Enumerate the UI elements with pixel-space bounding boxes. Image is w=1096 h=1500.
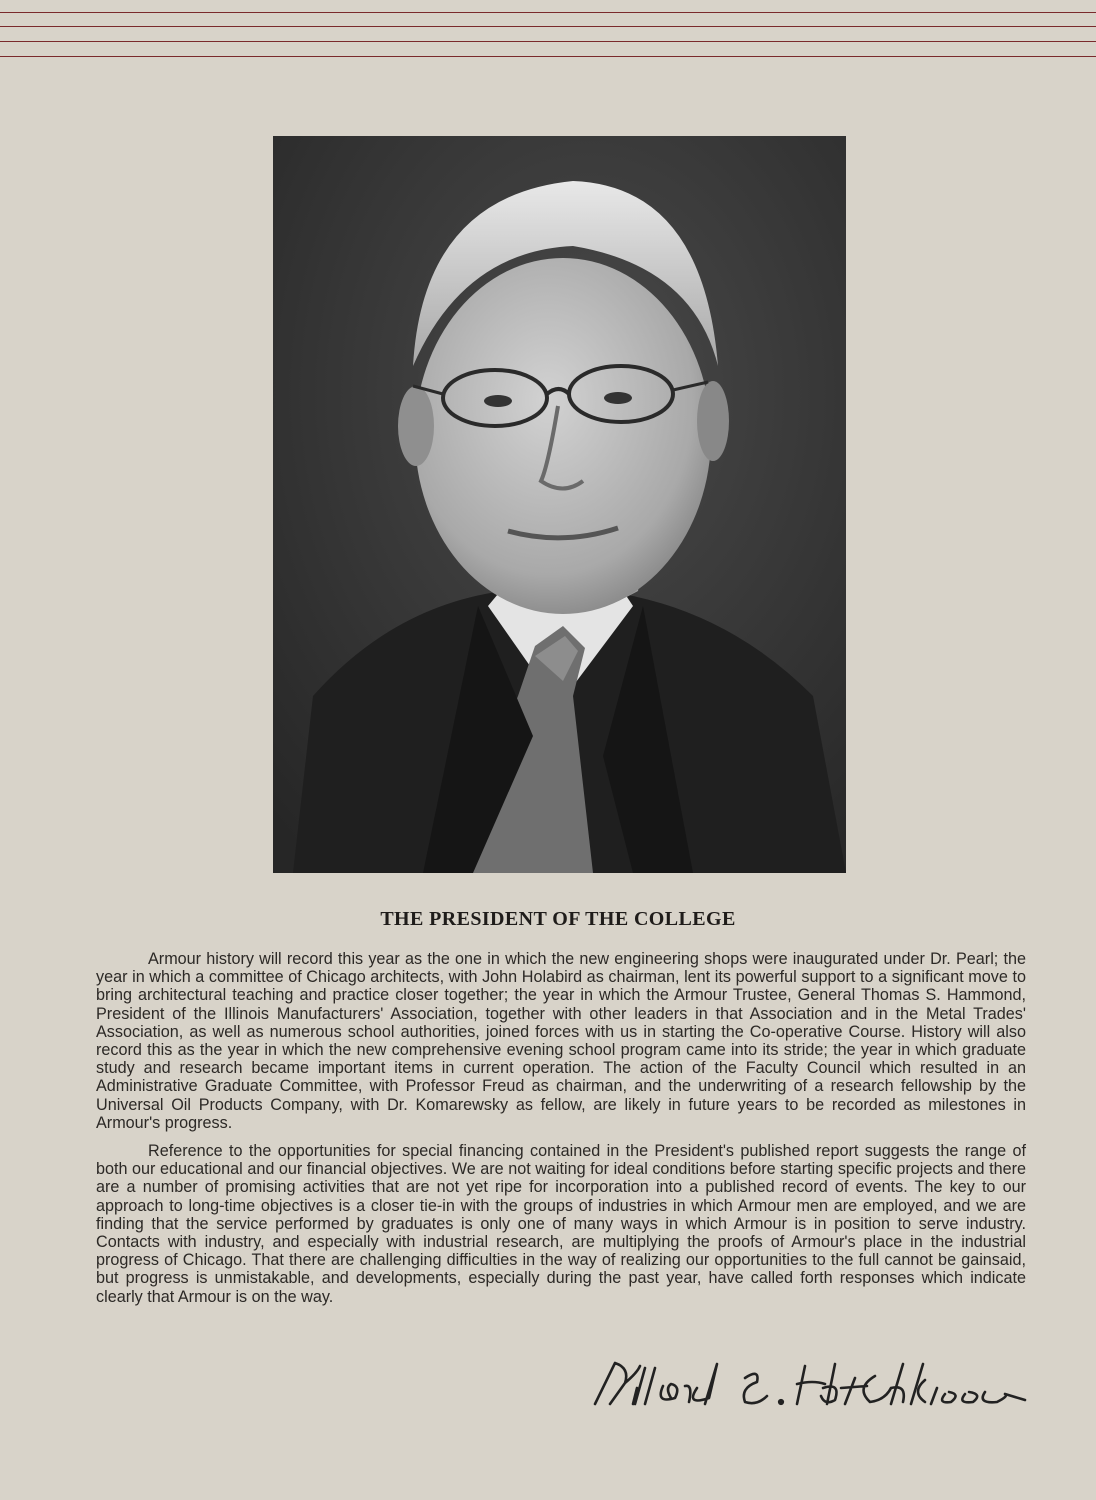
header-rule-2 xyxy=(0,26,1096,27)
body-text xyxy=(96,950,1026,1316)
header-rule-4 xyxy=(0,56,1096,57)
page-title: THE PRESIDENT OF THE COLLEGE xyxy=(380,908,736,930)
header-rule-3 xyxy=(0,41,1096,42)
president-portrait xyxy=(273,136,846,873)
paragraph-2: Reference to the opportunities for special financing contained in the President's published report suggests the range of both our educational and our financial objectives. We are not waiting for ideal conditions before starting specific projects and there are a number of promising activities that are not yet ripe for incorporation into a published record of events. The key to our approach to long-time objectives is a closer tie-in with the groups of industries in which Armour men are employed, and we are finding that the service performed by graduates is only one of many ways in which Armour is in position to serve industry. Contacts with industry, and especially with industrial research, are multiplying the proofs of Armour's place in the industrial progress of Chicago. That there are challenging difficulties in the way of realizing our opportunities to the full cannot be gainsaid, but progress is unmistakable, and developments, especially during the past year, have called forth responses which indicate clearly that Armour is on the way. xyxy=(96,1142,1026,1306)
paragraph-1: Armour history will record this year as the one in which the new engineering shops were inaugurated under Dr. Pearl; the year in which a committee of Chicago architects, with John Holabird as chairman, lent its powerful support to a significant move to bring architectural teaching and practice closer together; the year in which the Armour Trustee, General Thomas S. Hammond, President of the Illinois Manufacturers' Association, together with other leaders in that Association and in the Metal Trades' Association, as well as numerous school authorities, joined forces with us in starting the Co-operative Course. History will also record this as the year in which the new comprehensive evening school program came into its stride; the year in which graduate study and research became important items in current operation. The action of the Faculty Council which resulted in an Administrative Graduate Committee, with Professor Freud as chairman, and the underwriting of a research fellowship by the Universal Oil Products Company, with Dr. Komarewsky as fellow, are likely in future years to be recorded as milestones in Armour's progress. xyxy=(96,950,1026,1132)
president-signature xyxy=(585,1358,1035,1408)
header-rule-1 xyxy=(0,12,1096,13)
